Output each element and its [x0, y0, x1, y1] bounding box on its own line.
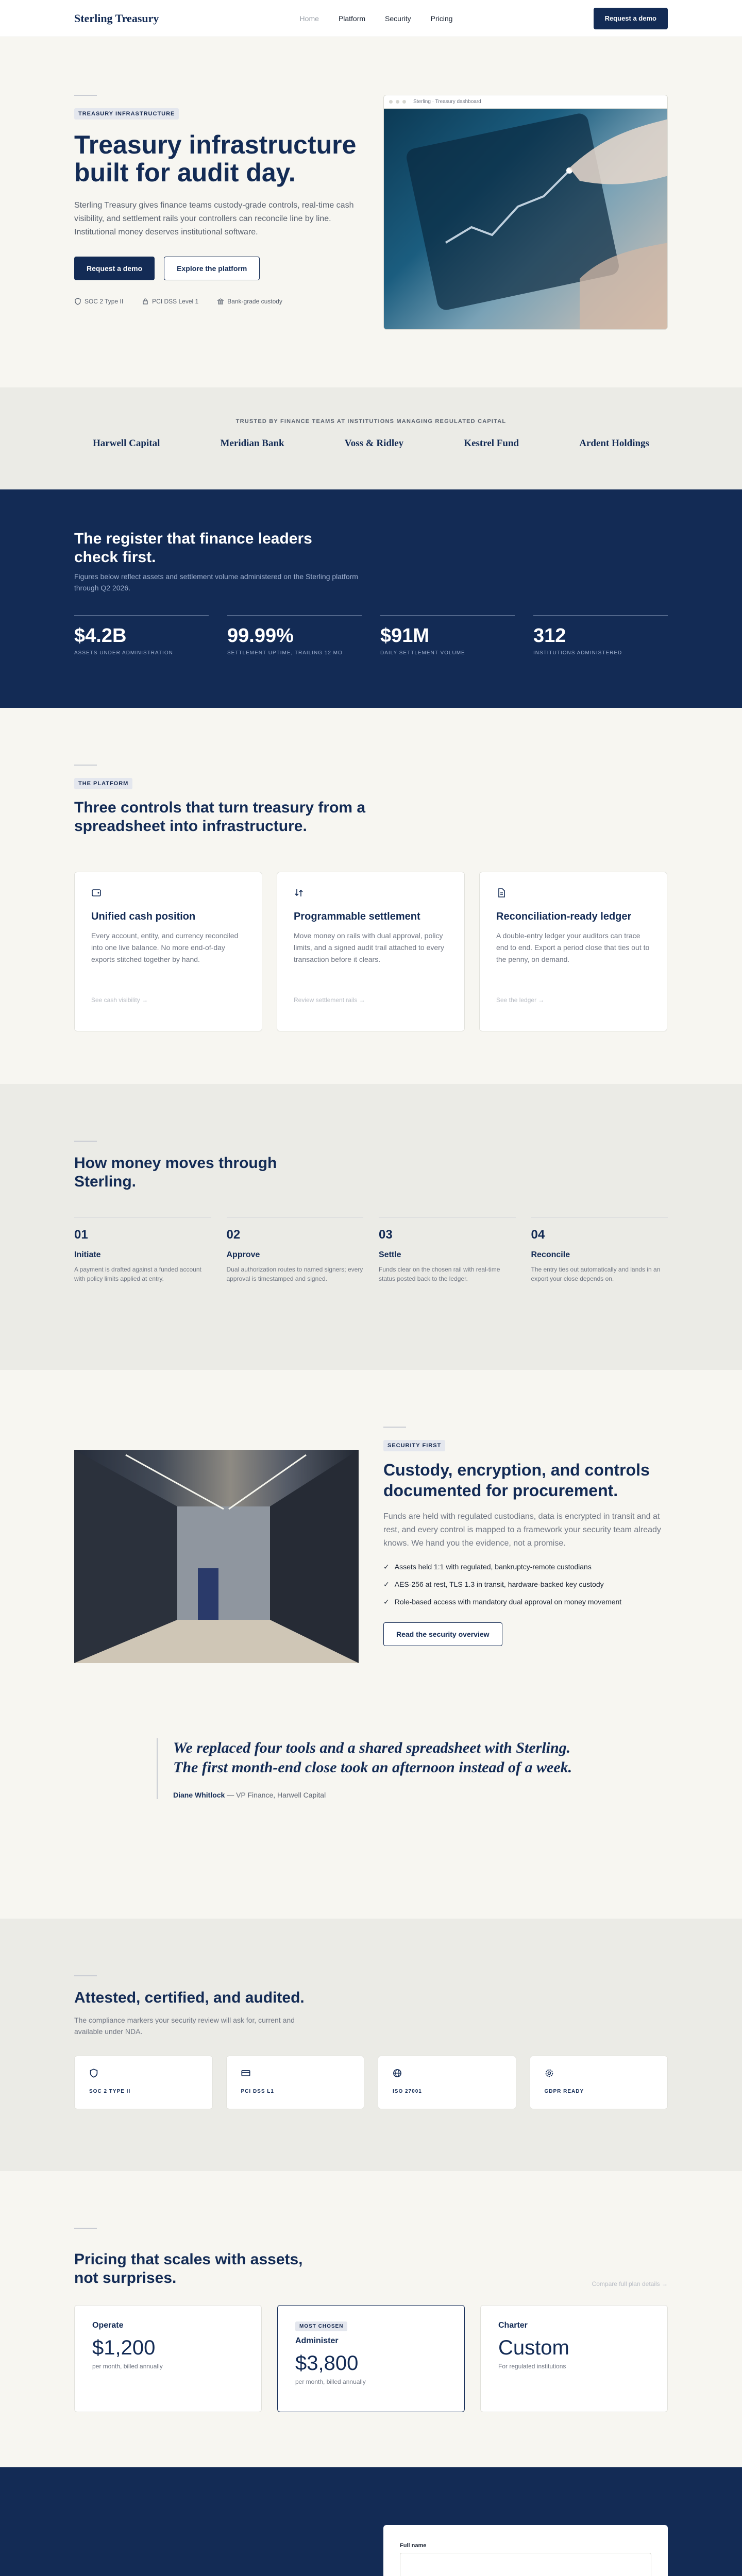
gear-icon — [545, 2069, 554, 2078]
browser-bar — [384, 95, 667, 109]
header-demo-button[interactable]: Request a demo — [594, 8, 668, 29]
shield-icon — [89, 2069, 98, 2078]
client-logo: Meridian Bank — [220, 438, 284, 449]
cert-card: GDPR READY — [530, 2056, 668, 2109]
flow-title: How money moves through Sterling. — [74, 1155, 277, 1190]
security-section — [0, 1370, 742, 1919]
security-eyebrow: SECURITY FIRST — [383, 1440, 445, 1451]
document-icon — [496, 888, 507, 898]
security-title: Custody, encryption, and controls documented for procurement. — [383, 1461, 650, 1500]
lock-icon — [142, 298, 149, 305]
stat-item: $91M DAILY SETTLEMENT VOLUME — [380, 615, 515, 656]
plan-card-featured[interactable]: MOST CHOSEN Administer $3,800 per month, billed annually — [277, 2305, 465, 2412]
card-body: Move money on rails with dual approval, policy limits, and a signed audit trail attached to every transaction before it clears. — [294, 931, 444, 963]
trust-badge: Bank-grade custody — [217, 298, 282, 305]
trust-badges — [74, 298, 363, 305]
window-title: Sterling · Treasury dashboard — [413, 99, 481, 105]
flow-step: 03 Settle Funds clear on the chosen rail with real-time status posted back to the ledger. — [379, 1217, 516, 1283]
compare-plans-link[interactable]: Compare full plan details → — [592, 2280, 668, 2287]
card-body: Every account, entity, and currency reconciled into one live balance. No more end-of-day exports stitched together by hand. — [91, 931, 239, 963]
flow-section — [0, 1084, 742, 1370]
dashboard-preview — [383, 95, 668, 330]
shield-icon — [74, 298, 81, 305]
cta-section — [0, 2467, 742, 2576]
nav-home[interactable]: Home — [299, 14, 319, 23]
stat-item: 312 INSTITUTIONS ADMINISTERED — [533, 615, 668, 656]
flow-step: 04 Reconcile The entry ties out automatically and lands in an export your close depends on. — [531, 1217, 668, 1283]
quote-text: We replaced four tools and a shared spreadsheet with Sterling. The first month-end close took an afternoon instead of a week. — [173, 1739, 572, 1776]
testimonial — [157, 1738, 668, 1799]
cert-card: ISO 27001 — [378, 2056, 516, 2109]
client-logo: Ardent Holdings — [579, 438, 649, 449]
name-input[interactable] — [400, 2553, 651, 2576]
explore-platform-button[interactable]: Explore the platform — [164, 257, 260, 280]
security-overview-button[interactable]: Read the security overview — [383, 1622, 502, 1646]
hero-eyebrow: TREASURY INFRASTRUCTURE — [74, 108, 179, 120]
globe-icon — [393, 2069, 402, 2078]
feature-card — [74, 872, 262, 1031]
pricing-section — [0, 2171, 742, 2467]
quote-role: — VP Finance, Harwell Capital — [225, 1791, 326, 1799]
security-checklist — [383, 1562, 668, 1607]
stats-section — [0, 489, 742, 708]
plan-card[interactable]: Operate $1,200 per month, billed annually — [74, 2305, 262, 2412]
check-icon: ✓ — [383, 1563, 390, 1571]
card-title: Programmable settlement — [294, 911, 420, 922]
nav-pricing[interactable]: Pricing — [430, 14, 453, 23]
feature-card — [479, 872, 667, 1031]
nav-security[interactable]: Security — [385, 14, 411, 23]
platform-eyebrow: THE PLATFORM — [74, 778, 132, 789]
check-icon: ✓ — [383, 1598, 390, 1606]
plan-badge: MOST CHOSEN — [295, 2321, 347, 2331]
datacenter-photo — [74, 1450, 359, 1663]
wallet-icon — [91, 888, 102, 898]
quote-author: Diane Whitlock — [173, 1791, 225, 1799]
logo-strip — [0, 387, 742, 489]
plan-card[interactable]: Charter Custom For regulated institutions — [480, 2305, 668, 2412]
hero-lede: Sterling Treasury gives finance teams custody-grade controls, real-time cash visibility, and settlement rails your controllers can reconcile line by line. Institutional money deserves institutional software. — [74, 201, 354, 236]
platform-title: Three controls that turn treasury from a spreadsheet into infrastructure. — [74, 799, 366, 835]
compliance-title: Attested, certified, and audited. — [74, 1989, 305, 2006]
stats-title: The register that finance leaders check first. — [74, 530, 312, 566]
brand-logo[interactable]: Sterling Treasury — [74, 11, 159, 25]
card-icon — [241, 2069, 250, 2078]
check-item: ✓ Role-based access with mandatory dual approval on money movement — [383, 1598, 622, 1606]
check-icon: ✓ — [383, 1580, 390, 1588]
pricing-title: Pricing that scales with assets, not surprises. — [74, 2251, 303, 2286]
field-label: Full name — [400, 2543, 427, 2549]
card-body: A double-entry ledger your auditors can trace end to end. Export a period close that ties out to the penny, on demand. — [496, 931, 650, 963]
security-body: Funds are held with regulated custodians, data is encrypted in transit and at rest, and every control is mapped to a framework your security team already knows. We hand you the evidence, not a promise. — [383, 1512, 661, 1548]
compliance-body: The compliance markers your security review will ask for, current and available under NDA. — [74, 2016, 295, 2036]
cert-card: SOC 2 TYPE II — [74, 2056, 213, 2109]
card-title: Reconciliation-ready ledger — [496, 911, 632, 922]
client-logo: Voss & Ridley — [344, 438, 404, 449]
tablet-photo — [384, 109, 667, 330]
client-logo: Kestrel Fund — [464, 438, 519, 449]
flow-step: 02 Approve Dual authorization routes to named signers; every approval is timestamped and signed. — [227, 1217, 364, 1283]
stat-item: 99.99% SETTLEMENT UPTIME, TRAILING 12 MO — [227, 615, 362, 656]
card-link[interactable]: Review settlement rails → — [294, 996, 365, 1004]
divider — [74, 95, 97, 96]
card-title: Unified cash position — [91, 911, 196, 922]
transfer-icon — [294, 888, 304, 898]
card-link[interactable]: See the ledger → — [496, 996, 545, 1004]
site-header — [0, 0, 742, 37]
feature-card — [277, 872, 465, 1031]
flow-step: 01 Initiate A payment is drafted against a funded account with policy limits applied at entry. — [74, 1217, 211, 1283]
card-link[interactable]: See cash visibility → — [91, 996, 148, 1004]
compliance-section — [0, 1919, 742, 2171]
client-logo: Harwell Capital — [93, 438, 160, 449]
check-item: ✓ Assets held 1:1 with regulated, bankruptcy-remote custodians — [383, 1563, 592, 1571]
trust-badge: SOC 2 Type II — [74, 298, 123, 305]
main-nav — [298, 11, 455, 26]
demo-form — [383, 2525, 668, 2576]
hero-title: Treasury infrastructure built for audit day. — [74, 130, 357, 187]
cert-card: PCI DSS L1 — [226, 2056, 365, 2109]
bank-icon — [217, 298, 224, 305]
platform-section — [0, 708, 742, 1084]
hero-demo-button[interactable]: Request a demo — [74, 257, 155, 280]
logo-caption: TRUSTED BY FINANCE TEAMS AT INSTITUTIONS MANAGING REGULATED CAPITAL — [235, 418, 507, 425]
check-item: ✓ AES-256 at rest, TLS 1.3 in transit, hardware-backed key custody — [383, 1580, 604, 1588]
stat-item: $4.2B ASSETS UNDER ADMINISTRATION — [74, 615, 209, 656]
trust-badge: PCI DSS Level 1 — [142, 298, 198, 305]
hero-section — [0, 37, 742, 387]
nav-platform[interactable]: Platform — [338, 14, 366, 23]
stats-subtitle: Figures below reflect assets and settlement volume administered on the Sterling platform through Q2 2026. — [74, 572, 358, 592]
